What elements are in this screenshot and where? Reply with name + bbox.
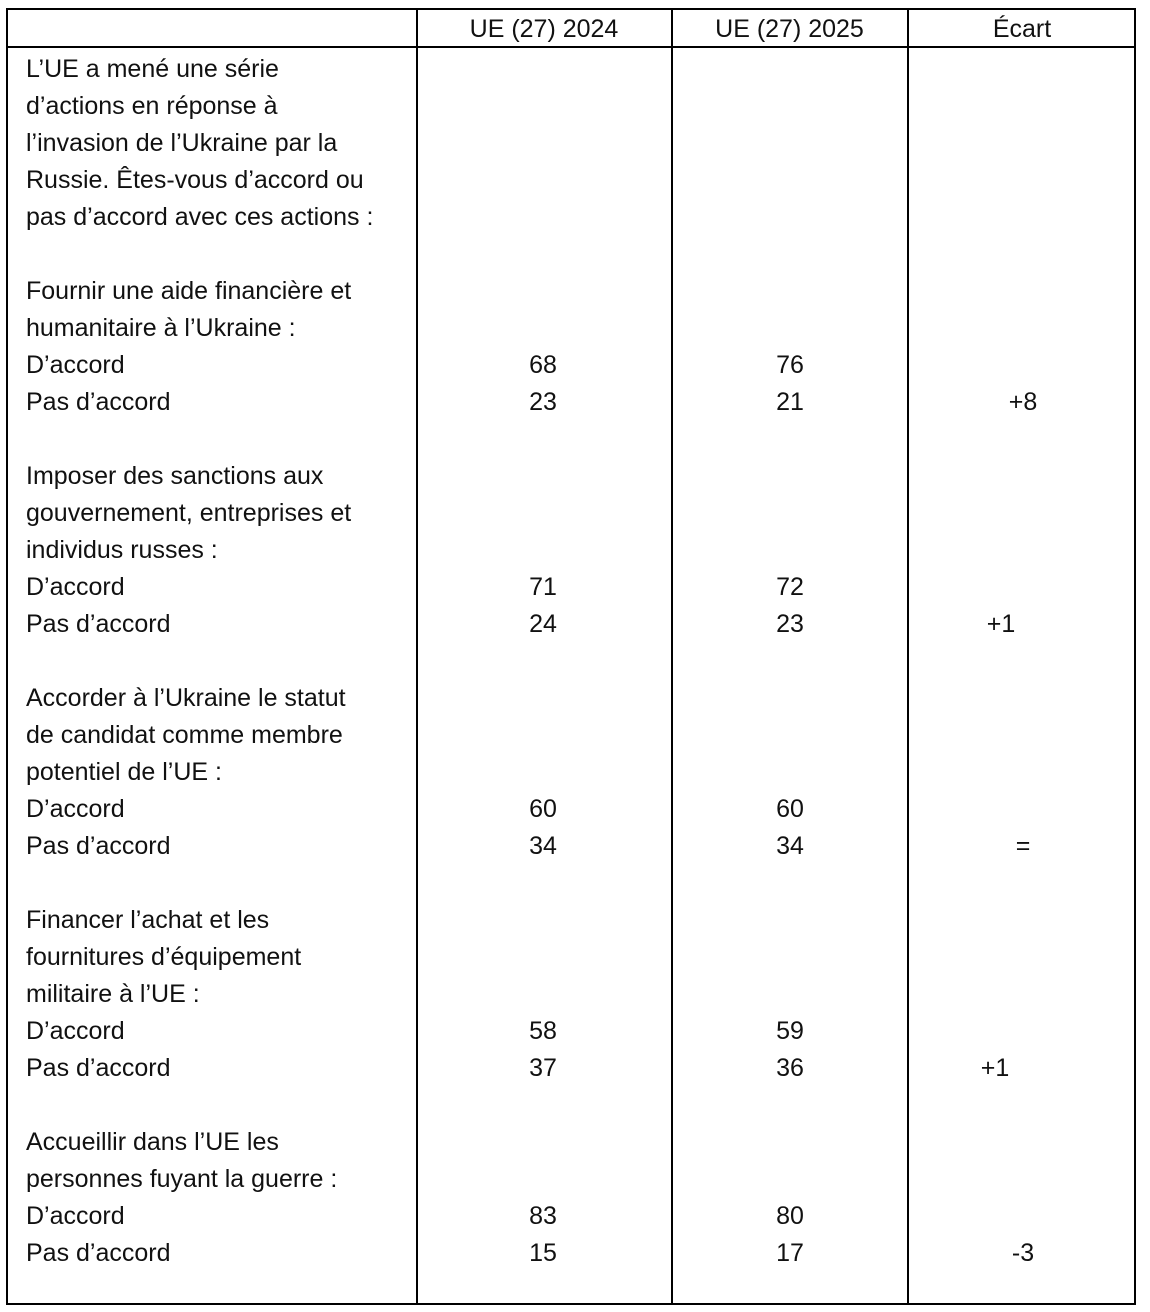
disagree-2024-value: 34 xyxy=(529,832,557,860)
disagree-2025-value: 21 xyxy=(776,388,804,416)
header-2024: UE (27) 2024 xyxy=(469,15,619,43)
disagree-2024-value: 24 xyxy=(529,610,557,638)
column-divider xyxy=(671,10,673,1303)
intro-line: L’UE a mené une série xyxy=(26,55,279,83)
section-title-line: personnes fuyant la guerre : xyxy=(26,1165,338,1193)
agree-label: D’accord xyxy=(26,351,125,379)
section-title-line: fournitures d’équipement xyxy=(26,943,302,971)
section-title-line: gouvernement, entreprises et xyxy=(26,499,352,527)
agree-2025-value: 59 xyxy=(776,1017,804,1045)
intro-line: Russie. Êtes-vous d’accord ou xyxy=(26,166,364,194)
gap-value: +1 xyxy=(980,1054,1010,1082)
intro-line: l’invasion de l’Ukraine par la xyxy=(26,129,338,157)
section-title-line: potentiel de l’UE : xyxy=(26,758,222,786)
header-divider xyxy=(8,46,1134,48)
section-title-line: Financer l’achat et les xyxy=(26,906,270,934)
intro-line: pas d’accord avec ces actions : xyxy=(26,203,374,231)
disagree-2025-value: 23 xyxy=(776,610,804,638)
agree-label: D’accord xyxy=(26,1202,125,1230)
agree-2024-value: 71 xyxy=(529,573,557,601)
gap-value: -3 xyxy=(1011,1239,1035,1267)
section-title-line: Fournir une aide financière et xyxy=(26,277,352,305)
disagree-2025-value: 36 xyxy=(776,1054,804,1082)
agree-2025-value: 60 xyxy=(776,795,804,823)
disagree-label: Pas d’accord xyxy=(26,1239,171,1267)
disagree-label: Pas d’accord xyxy=(26,610,171,638)
agree-2025-value: 72 xyxy=(776,573,804,601)
disagree-label: Pas d’accord xyxy=(26,832,171,860)
section-title-line: Accueillir dans l’UE les xyxy=(26,1128,279,1156)
section-title-line: Accorder à l’Ukraine le statut xyxy=(26,684,346,712)
agree-label: D’accord xyxy=(26,573,125,601)
agree-label: D’accord xyxy=(26,795,125,823)
agree-2024-value: 58 xyxy=(529,1017,557,1045)
agree-2024-value: 60 xyxy=(529,795,557,823)
disagree-2025-value: 34 xyxy=(776,832,804,860)
disagree-2025-value: 17 xyxy=(776,1239,804,1267)
survey-table xyxy=(6,8,1136,1305)
disagree-2024-value: 15 xyxy=(529,1239,557,1267)
agree-2024-value: 68 xyxy=(529,351,557,379)
gap-value: +8 xyxy=(1008,388,1038,416)
column-divider xyxy=(907,10,909,1303)
agree-label: D’accord xyxy=(26,1017,125,1045)
section-title-line: militaire à l’UE : xyxy=(26,980,200,1008)
disagree-label: Pas d’accord xyxy=(26,388,171,416)
column-divider xyxy=(416,10,418,1303)
header-2025: UE (27) 2025 xyxy=(715,15,864,43)
agree-2025-value: 80 xyxy=(776,1202,804,1230)
disagree-2024-value: 37 xyxy=(529,1054,557,1082)
header-gap: Écart xyxy=(992,15,1052,43)
disagree-label: Pas d’accord xyxy=(26,1054,171,1082)
gap-value: = xyxy=(1015,832,1031,860)
agree-2024-value: 83 xyxy=(529,1202,557,1230)
disagree-2024-value: 23 xyxy=(529,388,557,416)
gap-value: +1 xyxy=(986,610,1016,638)
section-title-line: humanitaire à l’Ukraine : xyxy=(26,314,296,342)
agree-2025-value: 76 xyxy=(776,351,804,379)
section-title-line: de candidat comme membre xyxy=(26,721,343,749)
section-title-line: individus russes : xyxy=(26,536,218,564)
intro-line: d’actions en réponse à xyxy=(26,92,278,120)
section-title-line: Imposer des sanctions aux xyxy=(26,462,324,490)
